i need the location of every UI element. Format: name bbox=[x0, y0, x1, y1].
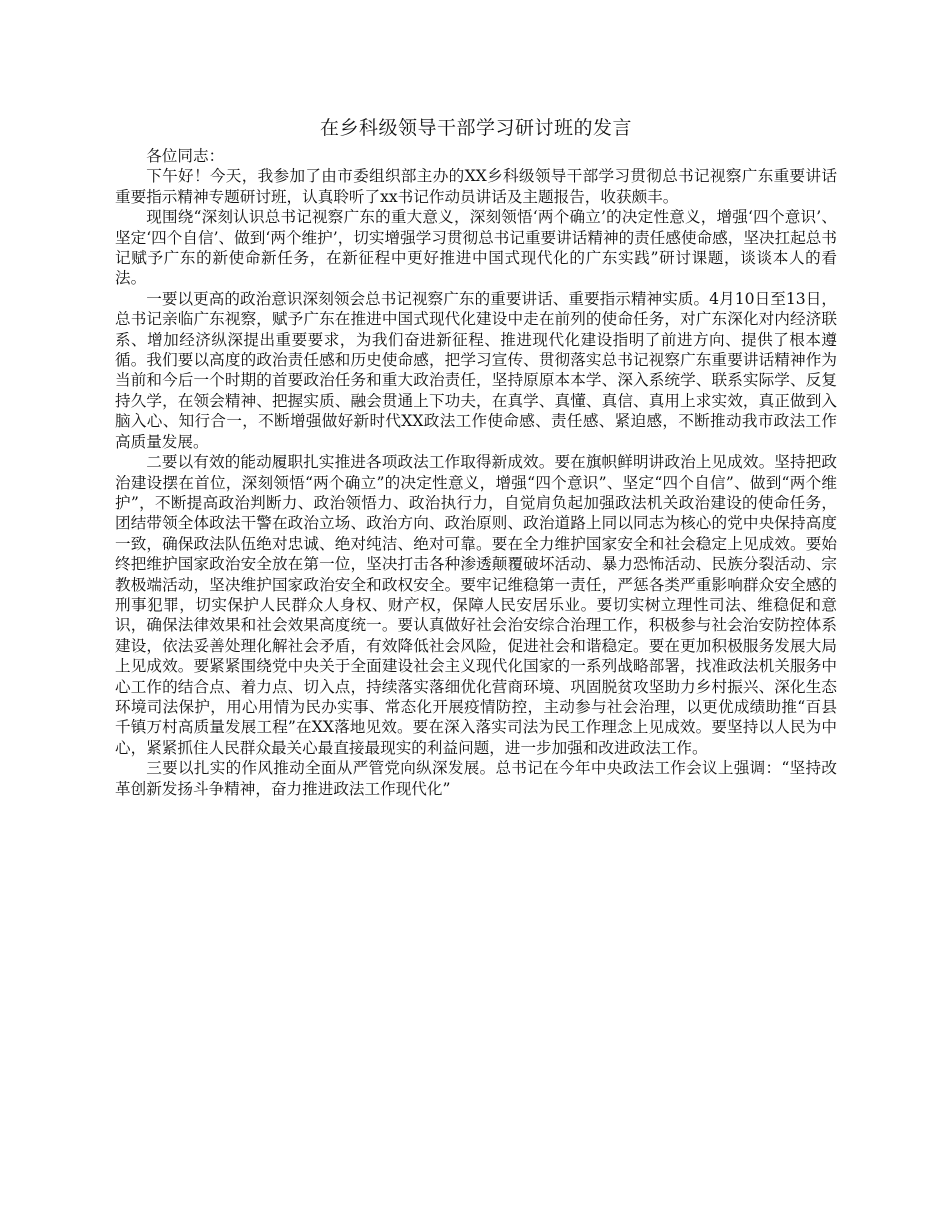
paragraph-point-one: 一要以更高的政治意识深刻领会总书记视察广东的重要讲话、重要指示精神实质。4月10日至13日，总书记亲临广东视察，赋予广东在推进中国式现代化建设中走在前列的使命任务，对广东深化对内经济联系、增加经济纵深提出重要要求，为我们奋进新征程、推进现代化建设指明了前进方向、提供了根本遵循。我们要以高度的政治责任感和历史使命感，把学习宣传、贯彻落实总书记视察广东重要讲话精神作为当前和今后一个时期的首要政治任务和重大政治责任，坚持原原本本学、深入系统学、联系实际学、反复持久学，在领会精神、把握实质、融会贯通上下功夫，在真学、真懂、真信、真用上求实效，真正做到入脑入心、知行合一，不断增强做好新时代XX政法工作使命感、责任感、紧迫感，不断推动我市政法工作高质量发展。 bbox=[115, 289, 837, 451]
paragraph-opening: 下午好！今天，我参加了由市委组织部主办的XX乡科级领导干部学习贯彻总书记视察广东重要讲话重要指示精神专题研讨班，认真聆听了xx书记作动员讲话及主题报告，收获颇丰。 bbox=[115, 167, 837, 206]
paragraph-point-two: 二要以有效的能动履职扎实推进各项政法工作取得新成效。要在旗帜鲜明讲政治上见成效。坚持把政治建设摆在首位，深刻领悟“两个确立”的决定性意义，增强“四个意识”、坚定“四个自信”、做到“两个维护”，不断提高政治判断力、政治领悟力、政治执行力，自觉肩负起加强政法机关政治建设的使命任务，团结带领全体政法干警在政治立场、政治方向、政治原则、政治道路上同以同志为核心的党中央保持高度一致，确保政法队伍绝对忠诚、绝对纯洁、绝对可靠。要在全力维护国家安全和社会稳定上见成效。要始终把维护国家政治安全放在第一位，坚决打击各种渗透颠覆破坏活动、暴力恐怖活动、民族分裂活动、宗教极端活动，坚决维护国家政治安全和政权安全。要牢记维稳第一责任，严惩各类严重影响群众安全感的刑事犯罪，切实保护人民群众人身权、财产权，保障人民安居乐业。要切实树立理性司法、维稳促和意识，确保法律效果和社会效果高度统一。要认真做好社会治安综合治理工作，积极参与社会治安防控体系建设，依法妥善处理化解社会矛盾，有效降低社会风险，促进社会和谐稳定。要在更加积极服务发展大局上见成效。要紧紧围绕党中央关于全面建设社会主义现代化国家的一系列战略部署，找准政法机关服务中心工作的结合点、着力点、切入点，持续落实落细优化营商环境、巩固脱贫攻坚助力乡村振兴、深化生态环境司法保护，用心用情为民办实事、常态化开展疫情防控，主动参与社会治理，以更优成绩助推“百县千镇万村高质量发展工程”在XX落地见效。要在深入落实司法为民工作理念上见成效。要坚持以人民为中心，紧紧抓住人民群众最关心最直接最现实的利益问题，进一步加强和改进政法工作。 bbox=[115, 453, 837, 757]
document-page bbox=[115, 116, 837, 799]
document-title: 在乡科级领导干部学习研讨班的发言 bbox=[319, 117, 632, 139]
paragraph-topic: 现围绕“深刻认识总书记视察广东的重大意义，深刻领悟‘两个确立’的决定性意义，增强‘四个意识’、坚定‘四个自信’、做到‘两个维护’，切实增强学习贯彻总书记重要讲话精神的责任感使命感，坚决扛起总书记赋予广东的新使命新任务，在新征程中更好推进中国式现代化的广东实践”研讨课题，谈谈本人的看法。 bbox=[115, 208, 837, 288]
greeting: 各位同志： bbox=[146, 147, 225, 165]
paragraph-point-three: 三要以扎实的作风推动全面从严管党向纵深发展。总书记在今年中央政法工作会议上强调：“坚持改革创新发扬斗争精神，奋力推进政法工作现代化” bbox=[115, 759, 837, 798]
